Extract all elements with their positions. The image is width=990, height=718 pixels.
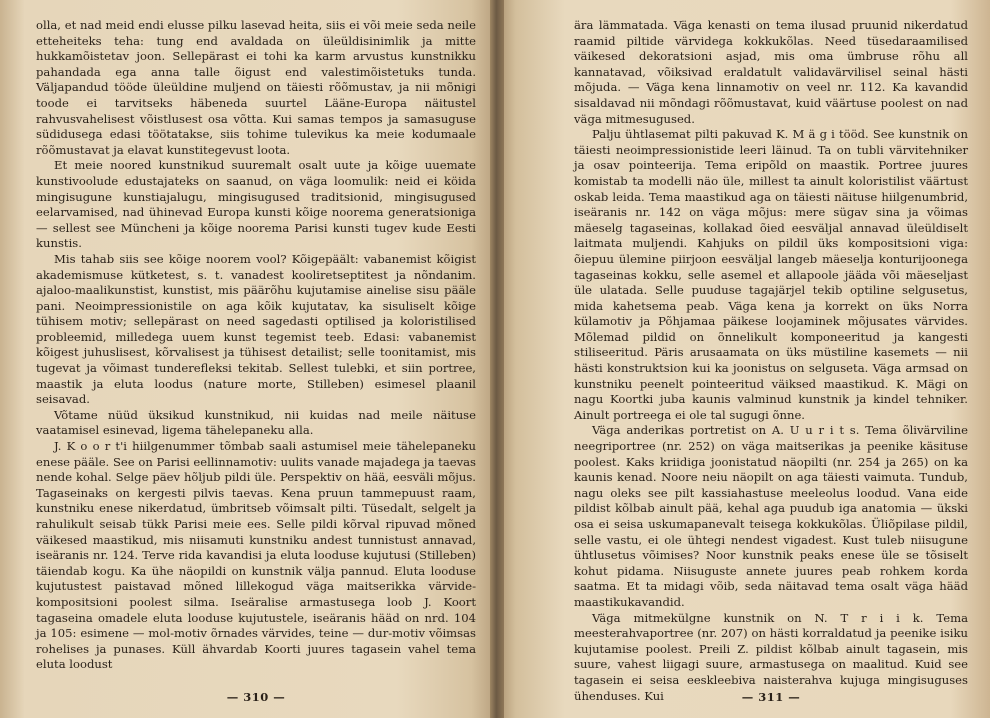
- paragraph: Väga mitmekülgne kunstnik on N. T r i i k. Tema meesterahvaportree (nr. 207) on hästi korraldatud ja peenike isiku kujutamise poolest. Preili Z. pildist kõlbab ainult tagasein, mis suure, vahest liigagi suure, armastusega on maalitud. Kuid see tagasein ei seisa eeskleebiva naisterahva kujuga mingisuguses ühenduses. Kui: [574, 610, 968, 703]
- paragraph: olla, et nad meid endi elusse pilku lasevad heita, siis ei või meie seda neile etteheiteks teha: tung end avaldada on üleüldisinimlik ja mitte hukkamõistetav joon. Sellepärast ei tohi ka karm arvustus kunstnikku pahandada ega anna talle õigust end valestimõistetuks tunda. Väljapandud tööde üleüldine muljend on täiesti rõõmustav, ja nii mõnigi toode ei tarvitseks häbeneda suurtel Lääne-Europa näitustel rahvusvahelisest võistlusest osa võtta. Kui samas tempos ja samasuguse südidusega edasi töötatakse, siis tohime tulevikus ka meie kodumaale rõõmustavat ja elavat kunstitegevust loota.: [36, 18, 476, 157]
- paragraph: Palju ühtlasemat pilti pakuvad K. M ä g i tööd. See kunstnik on täiesti neoimpressionistide leeri läinud. Ta on tubli värvitehniker ja osav pointeerija. Tema eripõld on maastik. Portree juures komistab ta modelli näo üle, millest ta ainult koloristilist väärtust oskab leida. Tema maastikud aga on täiesti näituse hiilgenumbrid, iseäranis nr. 142 on väga mõjus: mere sügav sina ja võimas mäeselg tagaseinas, kollakad õied eesväljal annavad üleüldiselt laitmata muljendi. Kahjuks on pildil üks kompositsioni viga: õiepuu ülemine piirjoon eesväljal langeb mäeselja konturijoonega tagaseinas kokku, selle asemel et allapoole jääda või mäeseljast üle ulatada. Selle puuduse tagajärjel tekib optiline selgusetus, mida kahetsema peab. Väga kena ja korrekt on üks Norra külamotiv ja Põhjamaa päikese loojaminek mõjusates värvides. Mõlemad pildid on õnnelikult komponeeritud ja kangesti stiliseeritud. Päris arusaamata on üks müstiline kasemets — nii hästi konstruktsion kui ka joonistus on selguseta. Väga armsad on kunstniku peenelt pointeeritud väiksed maastikud. K. Mägi on nagu Koortki juba kaunis valminud kunstnik ja kindel tehniker. Ainult portreega ei ole tal sugugi õnne.: [574, 127, 968, 422]
- paragraph: J. K o o r t'i hiilgenummer tõmbab saali astumisel meie tähelepaneku enese pääle. See on Parisi eellinnamotiv: uulits vanade majadega ja taevas nende kohal. Selge päev hõljub pildi üle. Perspektiv on hää, eesväli mõjus. Tagaseinaks on kergesti pilvis taevas. Kena pruun tammepuust raam, kunstniku enese nikerdatud, ümbritseb võimsalt pilti. Tüsedalt, selgelt ja rahulikult seisab tükk Parisi meie ees. Selle pildi kõrval ripuvad mõned väikesed maastikud, mis niisamuti kunstniku andest tunnistust annavad, iseäranis nr. 124. Terve rida kavandisi ja eluta looduse kujutusi (Stilleben) täiendab kogu. Ka ühe näopildi on kunstnik välja pannud. Eluta looduse kujutustest paistavad mõned lillekogud väga maitserikka värvide-kompositsioni poolest silma. Iseäralise armastusega loob J. Koort tagaseina omadele eluta looduse kujutustele, iseäranis hääd on nrd. 104 ja 105: esimene — mol-motiv õrnades värvides, teine — dur-motiv võimsas rohelises ja punases. Küll ähvardab Koorti juures tagasein vahel tema eluta loodust: [36, 439, 476, 672]
- page-number: — 311 —: [741, 690, 801, 704]
- paragraph: ära lämmatada. Väga kenasti on tema ilusad pruunid nikerdatud raamid piltide värvidega kokkukõlas. Need tüsedaraamilised väikesed dekoratsioni asjad, mis oma ümbruse rõhu all kannatavad, võiksivad eraldatult validavärvilisel seinal hästi mõjuda. — Väga kena linnamotiv on veel nr. 112. Ka kavandid sisaldavad nii mõndagi rõõmustavat, kuid väärtuse poolest on nad väga mitmesugused.: [574, 18, 968, 126]
- paragraph: Et meie noored kunstnikud suuremalt osalt uute ja kõige uuemate kunstivoolude edustajateks on saanud, on väga loomulik: neid ei köida mingisugune kunstiajalugu, mingisugused traditsionid, mingisugused eelarvamised, nad ühinevad Europa kunsti kõige noorema generatsioniga — sellest see Müncheni ja kõige noorema Parisi kunsti tugev kude Eesti kunstis.: [36, 158, 476, 251]
- right-page: [496, 0, 990, 718]
- paragraph: Võtame nüüd üksikud kunstnikud, nii kuidas nad meile näituse vaatamisel esinevad, ligema tähelepaneku alla.: [36, 407, 476, 438]
- book-gutter: [490, 0, 504, 718]
- paragraph: Mis tahab siis see kõige noorem vool? Kõigepäält: vabanemist kõigist akademismuse kütketest, s. t. vanadest kooliretseptitest ja nõndanim. ajaloo-maalikunstist, kunstist, mis päärõhu kujutamise ainelise sisu pääle pani. Neoimpressionistile on aga kõik kujutatav, ka sisuliselt kõige tühisem motiv; sellepärast on need sagedasti optilised ja koloristilised probleemid, milledega uuem kunst tegemist teeb. Edasi: vabanemist kõigest juhuslisest, kõrvalisest ja tühisest detailist; selle toonitamist, mis tugevat ja võimast tunderefleksi tekitab. Sellest tulebki, et siin portree, maastik ja eluta loodus (nature morte, Stilleben) esimesel plaanil seisavad.: [36, 251, 476, 407]
- paragraph: Väga anderikas portretist on A. U u r i t s. Tema õlivärviline neegriportree (nr. 252) on väga maitserikas ja peenike käsituse poolest. Kaks kriidiga joonistatud näopilti (nr. 254 ja 265) on ka kaunis kenad. Noore neiu näopilt on aga täiesti vaimuta. Tundub, nagu oleks see pilt kassiahastuse meeleolus loodud. Vana eide pildist kõlbab ainult pää, kehal aga puudub iga anatomia — ükski osa ei seisa uskumapanevalt teisega kokkukõlas. Üliõpilase pildil, selle vastu, ei ole ühtegi nendest vigadest. Kust tuleb niisugune ühtlusetus võimises? Noor kunstnik peaks enese üle se tõsiselt kohut pidama. Niisuguste annete juures peab rohkem korda saatma. Et ta midagi võib, seda näitavad tema osalt väga hääd maastikukavandid.: [574, 423, 968, 609]
- page-number: — 310 —: [226, 690, 286, 704]
